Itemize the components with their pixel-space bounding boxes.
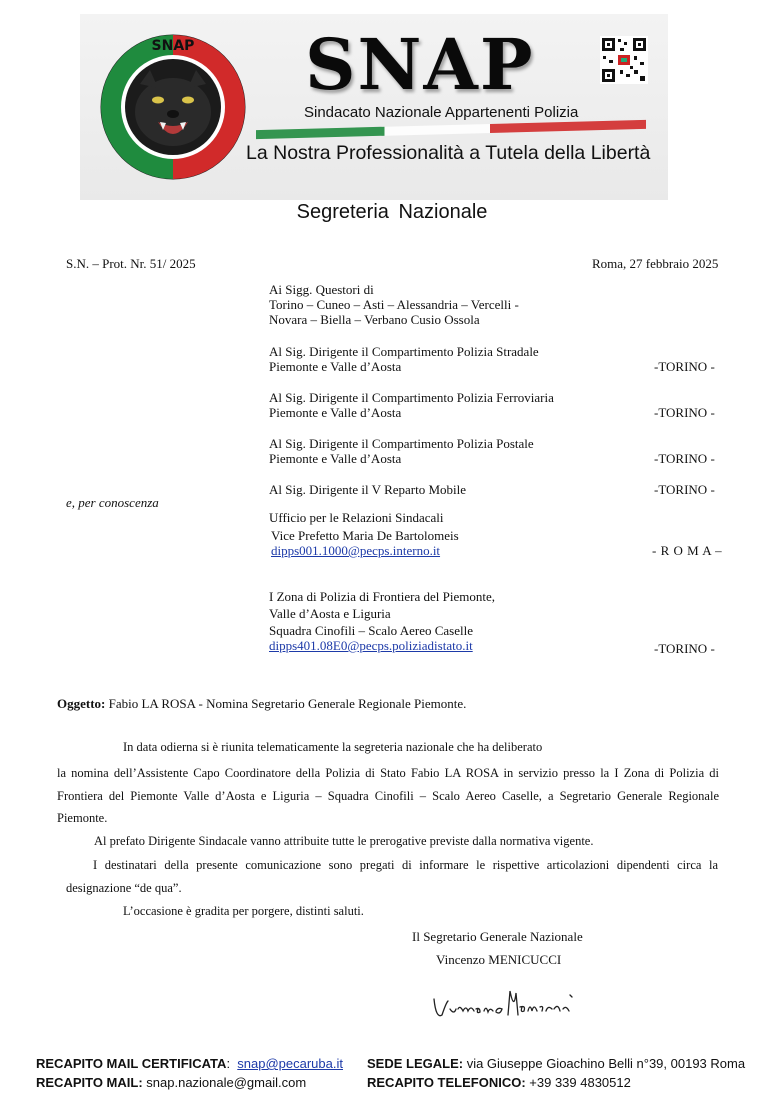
recipient-line: Piemonte e Valle d’Aosta [269, 359, 402, 374]
recipient-line: Al Sig. Dirigente il Compartimento Polizia Stradale [269, 344, 539, 359]
footer-mail-label: RECAPITO MAIL: [36, 1075, 143, 1090]
qr-code-icon [600, 36, 648, 84]
recipient-line: Ai Sigg. Questori di [269, 282, 374, 297]
footer-telefono [367, 1075, 631, 1090]
subject-line [57, 696, 466, 711]
recipient-questori [269, 282, 519, 327]
city-torino: -TORINO - [654, 451, 715, 466]
body-paragraph-2: Al prefato Dirigente Sindacale vanno attribuite tutte le prerogative previste dalla normativa vigente. [94, 834, 594, 848]
footer-pec: RECAPITO MAIL CERTIFICATA: snap@pecaruba.it [36, 1056, 343, 1071]
recipient-line: Al Sig. Dirigente il Compartimento Polizia Postale [269, 436, 534, 451]
recipient-line: Squadra Cinofili – Scalo Aereo Caselle [269, 623, 473, 638]
recipient-line: I Zona di Polizia di Frontiera del Piemonte, [269, 589, 496, 604]
recipient-line: Ufficio per le Relazioni Sindacali [269, 510, 444, 525]
recipient-line: Valle d’Aosta e Liguria [269, 606, 391, 621]
recipient-postale [269, 436, 534, 466]
footer-pec-link[interactable]: snap@pecaruba.it [237, 1056, 343, 1071]
footer-sede-label: SEDE LEGALE: [367, 1056, 464, 1071]
recipient-line: Piemonte e Valle d’Aosta [269, 405, 402, 420]
tricolor-stripe [256, 120, 646, 139]
union-motto: La Nostra Professionalità a Tutela della Libertà [246, 142, 651, 164]
svg-text:SNAP: SNAP [151, 38, 195, 54]
city-torino: -TORINO - [654, 405, 715, 420]
recipient-line: Torino – Cuneo – Asti – Alessandria – Vercelli - [269, 297, 519, 312]
signature-title: Il Segretario Generale Nazionale [412, 929, 583, 944]
snap-wordmark: SNAP [305, 23, 535, 106]
zona-email-link[interactable]: dipps401.08E0@pecps.poliziadistato.it [269, 638, 473, 653]
subject-label: Oggetto: [57, 696, 106, 711]
subject-text: Fabio LA ROSA - Nomina Segretario Generale Regionale Piemonte. [108, 696, 467, 711]
city-torino: -TORINO - [654, 359, 715, 374]
protocol-number: S.N. – Prot. Nr. 51/ 2025 [66, 256, 196, 271]
header-banner [80, 14, 668, 200]
per-conoscenza-label: e, per conoscenza [66, 495, 159, 510]
recipient-reparto-mobile: Al Sig. Dirigente il V Reparto Mobile [269, 482, 467, 497]
body-paragraph-1: la nomina dell’Assistente Capo Coordinatore della Polizia di Stato Fabio LA ROSA in servizio presso la I Zona di Polizia di Frontiera del Piemonte Valle d’Aosta e Liguria – Squadra Cinofili – Scalo Aereo Caselle, a Segretario Generale Regionale Piemonte. [57, 766, 719, 826]
recipient-stradale [269, 344, 539, 374]
city-roma: - R O M A – [652, 543, 723, 558]
footer-mail [36, 1075, 306, 1090]
body-paragraph-3: I destinatari della presente comunicazione sono pregati di informare le rispettive articolazioni dipendenti circa la designazione “de qua”. [66, 858, 718, 895]
city-torino: -TORINO - [654, 641, 715, 656]
body-paragraph-1-first-line: In data odierna si è riunita telematicamente la segreteria nazionale che ha deliberato [123, 740, 543, 754]
panther-seal-logo [100, 34, 246, 180]
union-full-name: Sindacato Nazionale Appartenenti Polizia [304, 104, 579, 121]
recipient-line: Al Sig. Dirigente il Compartimento Polizia Ferroviaria [269, 390, 554, 405]
handwritten-signature [430, 985, 580, 1027]
recipient-line: Novara – Biella – Verbano Cusio Ossola [269, 312, 480, 327]
footer-pec-label: RECAPITO MAIL CERTIFICATA [36, 1056, 227, 1071]
city-torino: -TORINO - [654, 482, 715, 497]
recipient-ufficio [269, 510, 459, 558]
signature-name: Vincenzo MENICUCCI [436, 952, 562, 967]
recipient-zona-frontiera [269, 589, 495, 653]
office-title: Segreteria Nazionale [296, 201, 488, 223]
footer-tel-value: +39 339 4830512 [529, 1075, 631, 1090]
recipient-ferroviaria [269, 390, 554, 420]
footer-tel-label: RECAPITO TELEFONICO: [367, 1075, 526, 1090]
footer-sede-value: via Giuseppe Gioachino Belli n°39, 00193 Roma [466, 1056, 746, 1071]
recipient-line: Piemonte e Valle d’Aosta [269, 451, 402, 466]
recipient-line: Vice Prefetto Maria De Bartolomeis [271, 528, 459, 543]
letter-date: Roma, 27 febbraio 2025 [592, 256, 719, 271]
footer-mail-value[interactable]: snap.nazionale@gmail.com [146, 1075, 307, 1090]
ufficio-email-link[interactable]: dipps001.1000@pecps.interno.it [271, 543, 441, 558]
body-paragraph-4: L’occasione è gradita per porgere, distinti saluti. [123, 904, 364, 918]
footer-sede [367, 1056, 745, 1071]
